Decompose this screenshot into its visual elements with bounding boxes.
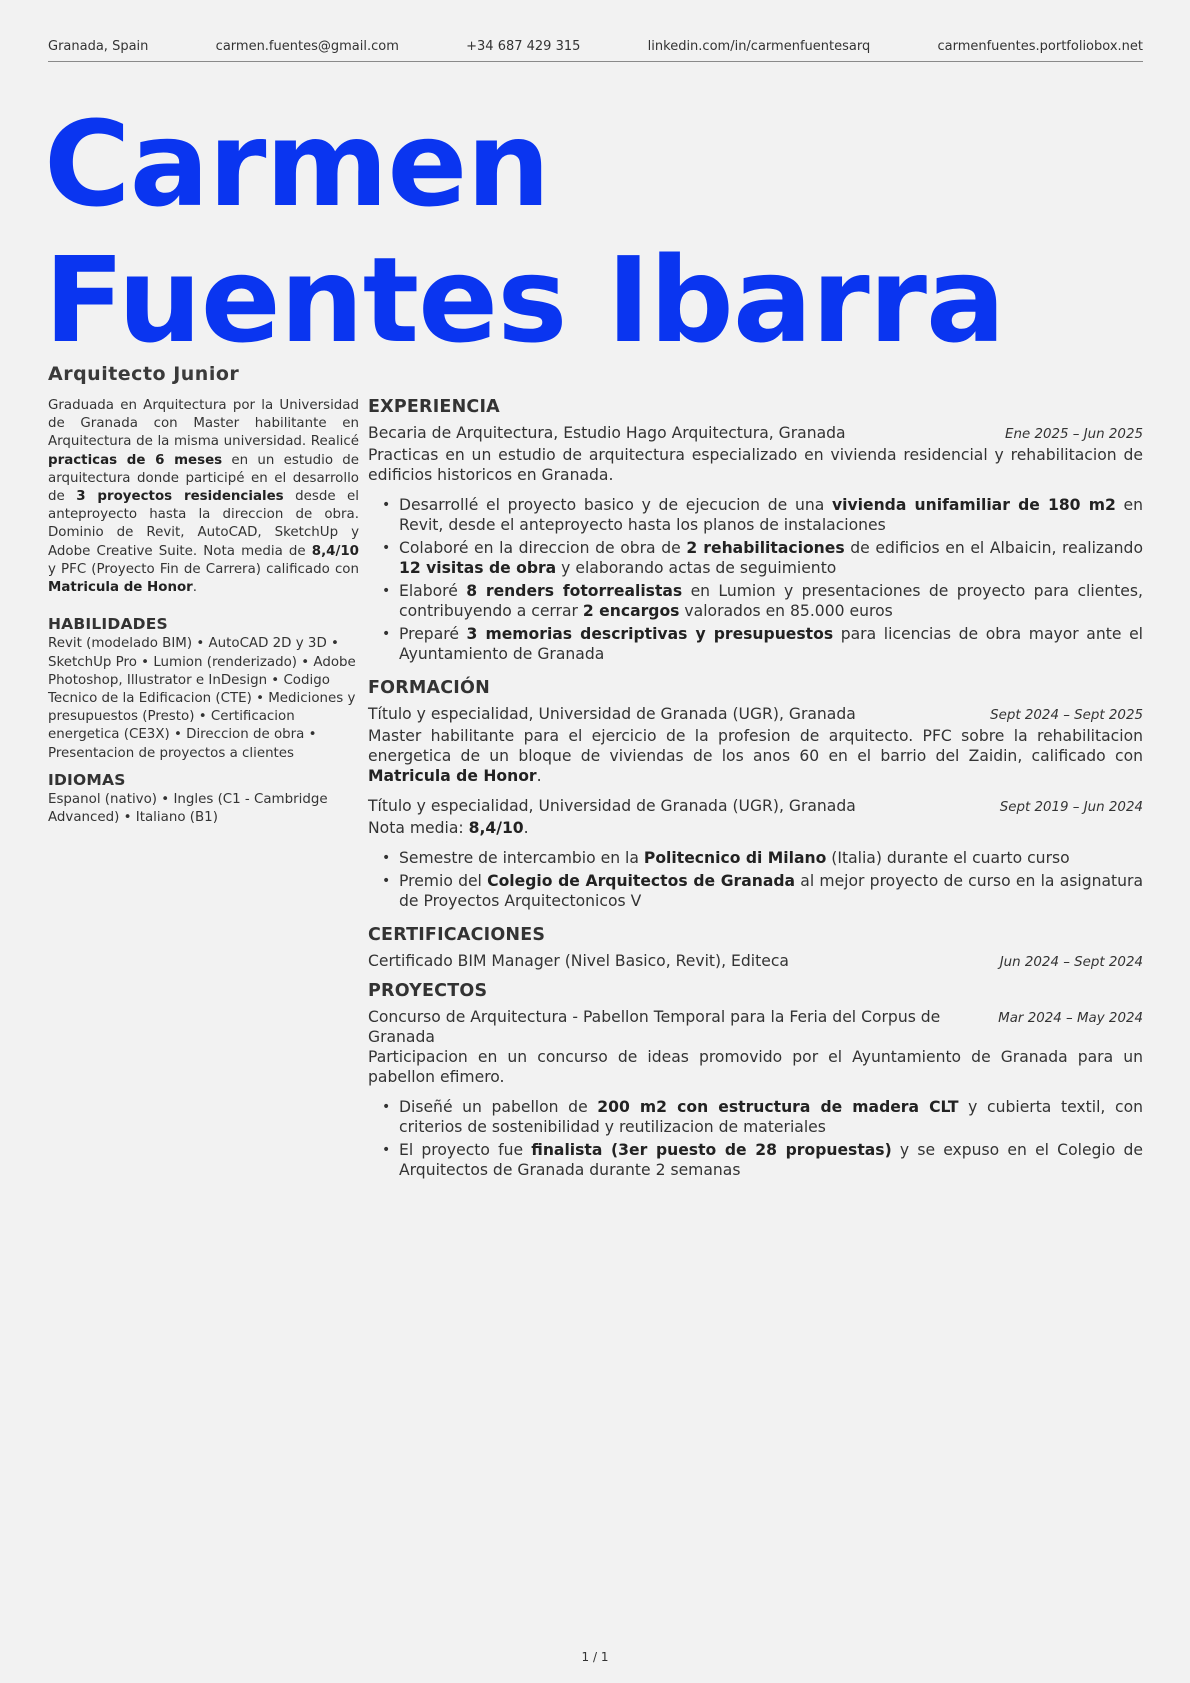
list-item: • Preparé 3 memorias descriptivas y presupuestos para licencias de obra mayor ante el Ayuntamiento de Granada bbox=[368, 624, 1143, 664]
skills-list: Revit (modelado BIM) • AutoCAD 2D y 3D • SketchUp Pro • Lumion (renderizado) • Adobe Photoshop, Illustrator e InDesign • Codigo Tecnico de la Edificacion (CTE) • Mediciones y presupuestos (Presto) • Certificacion energetica (CE3X) • Direccion de obra • Presentacion de proyectos a clientes bbox=[48, 636, 356, 761]
job-title: Arquitecto Junior bbox=[48, 363, 240, 385]
education-dates: Sept 2024 – Sept 2025 bbox=[990, 708, 1143, 723]
contact-linkedin[interactable]: linkedin.com/in/carmenfuentesarq bbox=[647, 39, 871, 54]
project-dates: Mar 2024 – May 2024 bbox=[998, 1011, 1143, 1026]
contact-location: Granada, Spain bbox=[48, 39, 149, 54]
certifications-heading: CERTIFICACIONES bbox=[368, 925, 546, 945]
project-description: Participacion en un concurso de ideas promovido por el Ayuntamiento de Granada para un pabellon efimero. bbox=[368, 1048, 1143, 1086]
name-line-1: Carmen bbox=[44, 95, 550, 233]
sidebar bbox=[48, 397, 359, 827]
profile-summary: Graduada en Arquitectura por la Universidad de Granada con Master habilitante en Arquitectura de la misma universidad. Realicé practicas de 6 meses en un estudio de arquitectura donde participé en el desarrollo de 3 proyectos residenciales desde el anteproyecto hasta la direccion de obra. Dominio de Revit, AutoCAD, SketchUp y Adobe Creative Suite. Nota media de 8,4/10 y PFC (Proyecto Fin de Carrera) calificado con Matricula de Honor. bbox=[48, 398, 360, 596]
education-description: Master habilitante para el ejercicio de la profesion de arquitecto. PFC sobre la rehabilitacion energetica de un bloque de viviendas de los anos 60 en el barrio del Zaidin, calificado con Matricula de Honor. bbox=[368, 727, 1143, 785]
project-bullets bbox=[368, 1097, 1143, 1180]
experience-role: Becaria de Arquitectura, Estudio Hago Arquitectura, Granada bbox=[368, 424, 846, 442]
experience-bullets bbox=[368, 495, 1143, 664]
candidate-name bbox=[44, 96, 1144, 368]
contact-bar bbox=[48, 38, 1143, 62]
projects-section bbox=[368, 981, 1143, 1180]
certifications-section bbox=[368, 925, 1143, 973]
main-content bbox=[368, 397, 1143, 1194]
education-section bbox=[368, 678, 1143, 911]
languages-heading: IDIOMAS bbox=[48, 770, 126, 789]
list-item: • Diseñé un pabellon de 200 m2 con estructura de madera CLT y cubierta textil, con criterios de sostenibilidad y reutilizacion de materiales bbox=[368, 1097, 1143, 1137]
experience-description: Practicas en un estudio de arquitectura especializado en vivienda residencial y rehabilitacion de edificios historicos en Granada. bbox=[368, 446, 1143, 484]
certification-dates: Jun 2024 – Sept 2024 bbox=[999, 955, 1143, 970]
experience-heading: EXPERIENCIA bbox=[368, 397, 500, 417]
education-entry-header bbox=[368, 704, 1143, 726]
skills-heading: HABILIDADES bbox=[48, 615, 168, 634]
contact-email[interactable]: carmen.fuentes@gmail.com bbox=[215, 39, 399, 54]
education-role: Título y especialidad, Universidad de Granada (UGR), Granada bbox=[368, 705, 856, 723]
contact-phone[interactable]: +34 687 429 315 bbox=[466, 39, 581, 54]
list-item: • Colaboré en la direccion de obra de 2 rehabilitaciones de edificios en el Albaicin, realizando 12 visitas de obra y elaborando actas de seguimiento bbox=[368, 538, 1143, 578]
list-item: • El proyecto fue finalista (3er puesto de 28 propuestas) y se expuso en el Colegio de Arquitectos de Granada durante 2 semanas bbox=[368, 1140, 1143, 1180]
list-item: • Elaboré 8 renders fotorrealistas en Lumion y presentaciones de proyecto para clientes, contribuyendo a cerrar 2 encargos valorados en 85.000 euros bbox=[368, 581, 1143, 621]
experience-section bbox=[368, 397, 1143, 664]
languages-list: Espanol (nativo) • Ingles (C1 - Cambridge Advanced) • Italiano (B1) bbox=[48, 792, 328, 826]
education-entry-header bbox=[368, 796, 1143, 818]
list-item: • Premio del Colegio de Arquitectos de Granada al mejor proyecto de curso en la asignatura de Proyectos Arquitectonicos V bbox=[368, 871, 1143, 911]
experience-entry-header bbox=[368, 423, 1143, 445]
certification-entry-header bbox=[368, 951, 1143, 973]
experience-dates: Ene 2025 – Jun 2025 bbox=[1005, 427, 1143, 442]
name-line-2: Fuentes Ibarra bbox=[44, 231, 1005, 369]
list-item: • Desarrollé el proyecto basico y de ejecucion de una vivienda unifamiliar de 180 m2 en Revit, desde el anteproyecto hasta los planos de instalaciones bbox=[368, 495, 1143, 535]
project-name: Concurso de Arquitectura - Pabellon Temporal para la Feria del Corpus de Granada bbox=[368, 1008, 941, 1046]
page-number: 1 / 1 bbox=[581, 1650, 609, 1664]
education-role: Título y especialidad, Universidad de Granada (UGR), Granada bbox=[368, 797, 856, 815]
contact-portfolio[interactable]: carmenfuentes.portfoliobox.net bbox=[937, 39, 1143, 54]
education-entry bbox=[368, 796, 1143, 911]
certification-name: Certificado BIM Manager (Nivel Basico, Revit), Editeca bbox=[368, 952, 789, 970]
education-entry bbox=[368, 704, 1143, 786]
projects-heading: PROYECTOS bbox=[368, 981, 488, 1001]
project-entry-header bbox=[368, 1007, 1143, 1047]
education-bullets bbox=[368, 848, 1143, 911]
list-item: • Semestre de intercambio en la Politecnico di Milano (Italia) durante el cuarto curso bbox=[368, 848, 1143, 868]
education-heading: FORMACIÓN bbox=[368, 678, 490, 698]
education-dates: Sept 2019 – Jun 2024 bbox=[999, 800, 1143, 815]
education-description: Nota media: 8,4/10. bbox=[368, 819, 529, 837]
